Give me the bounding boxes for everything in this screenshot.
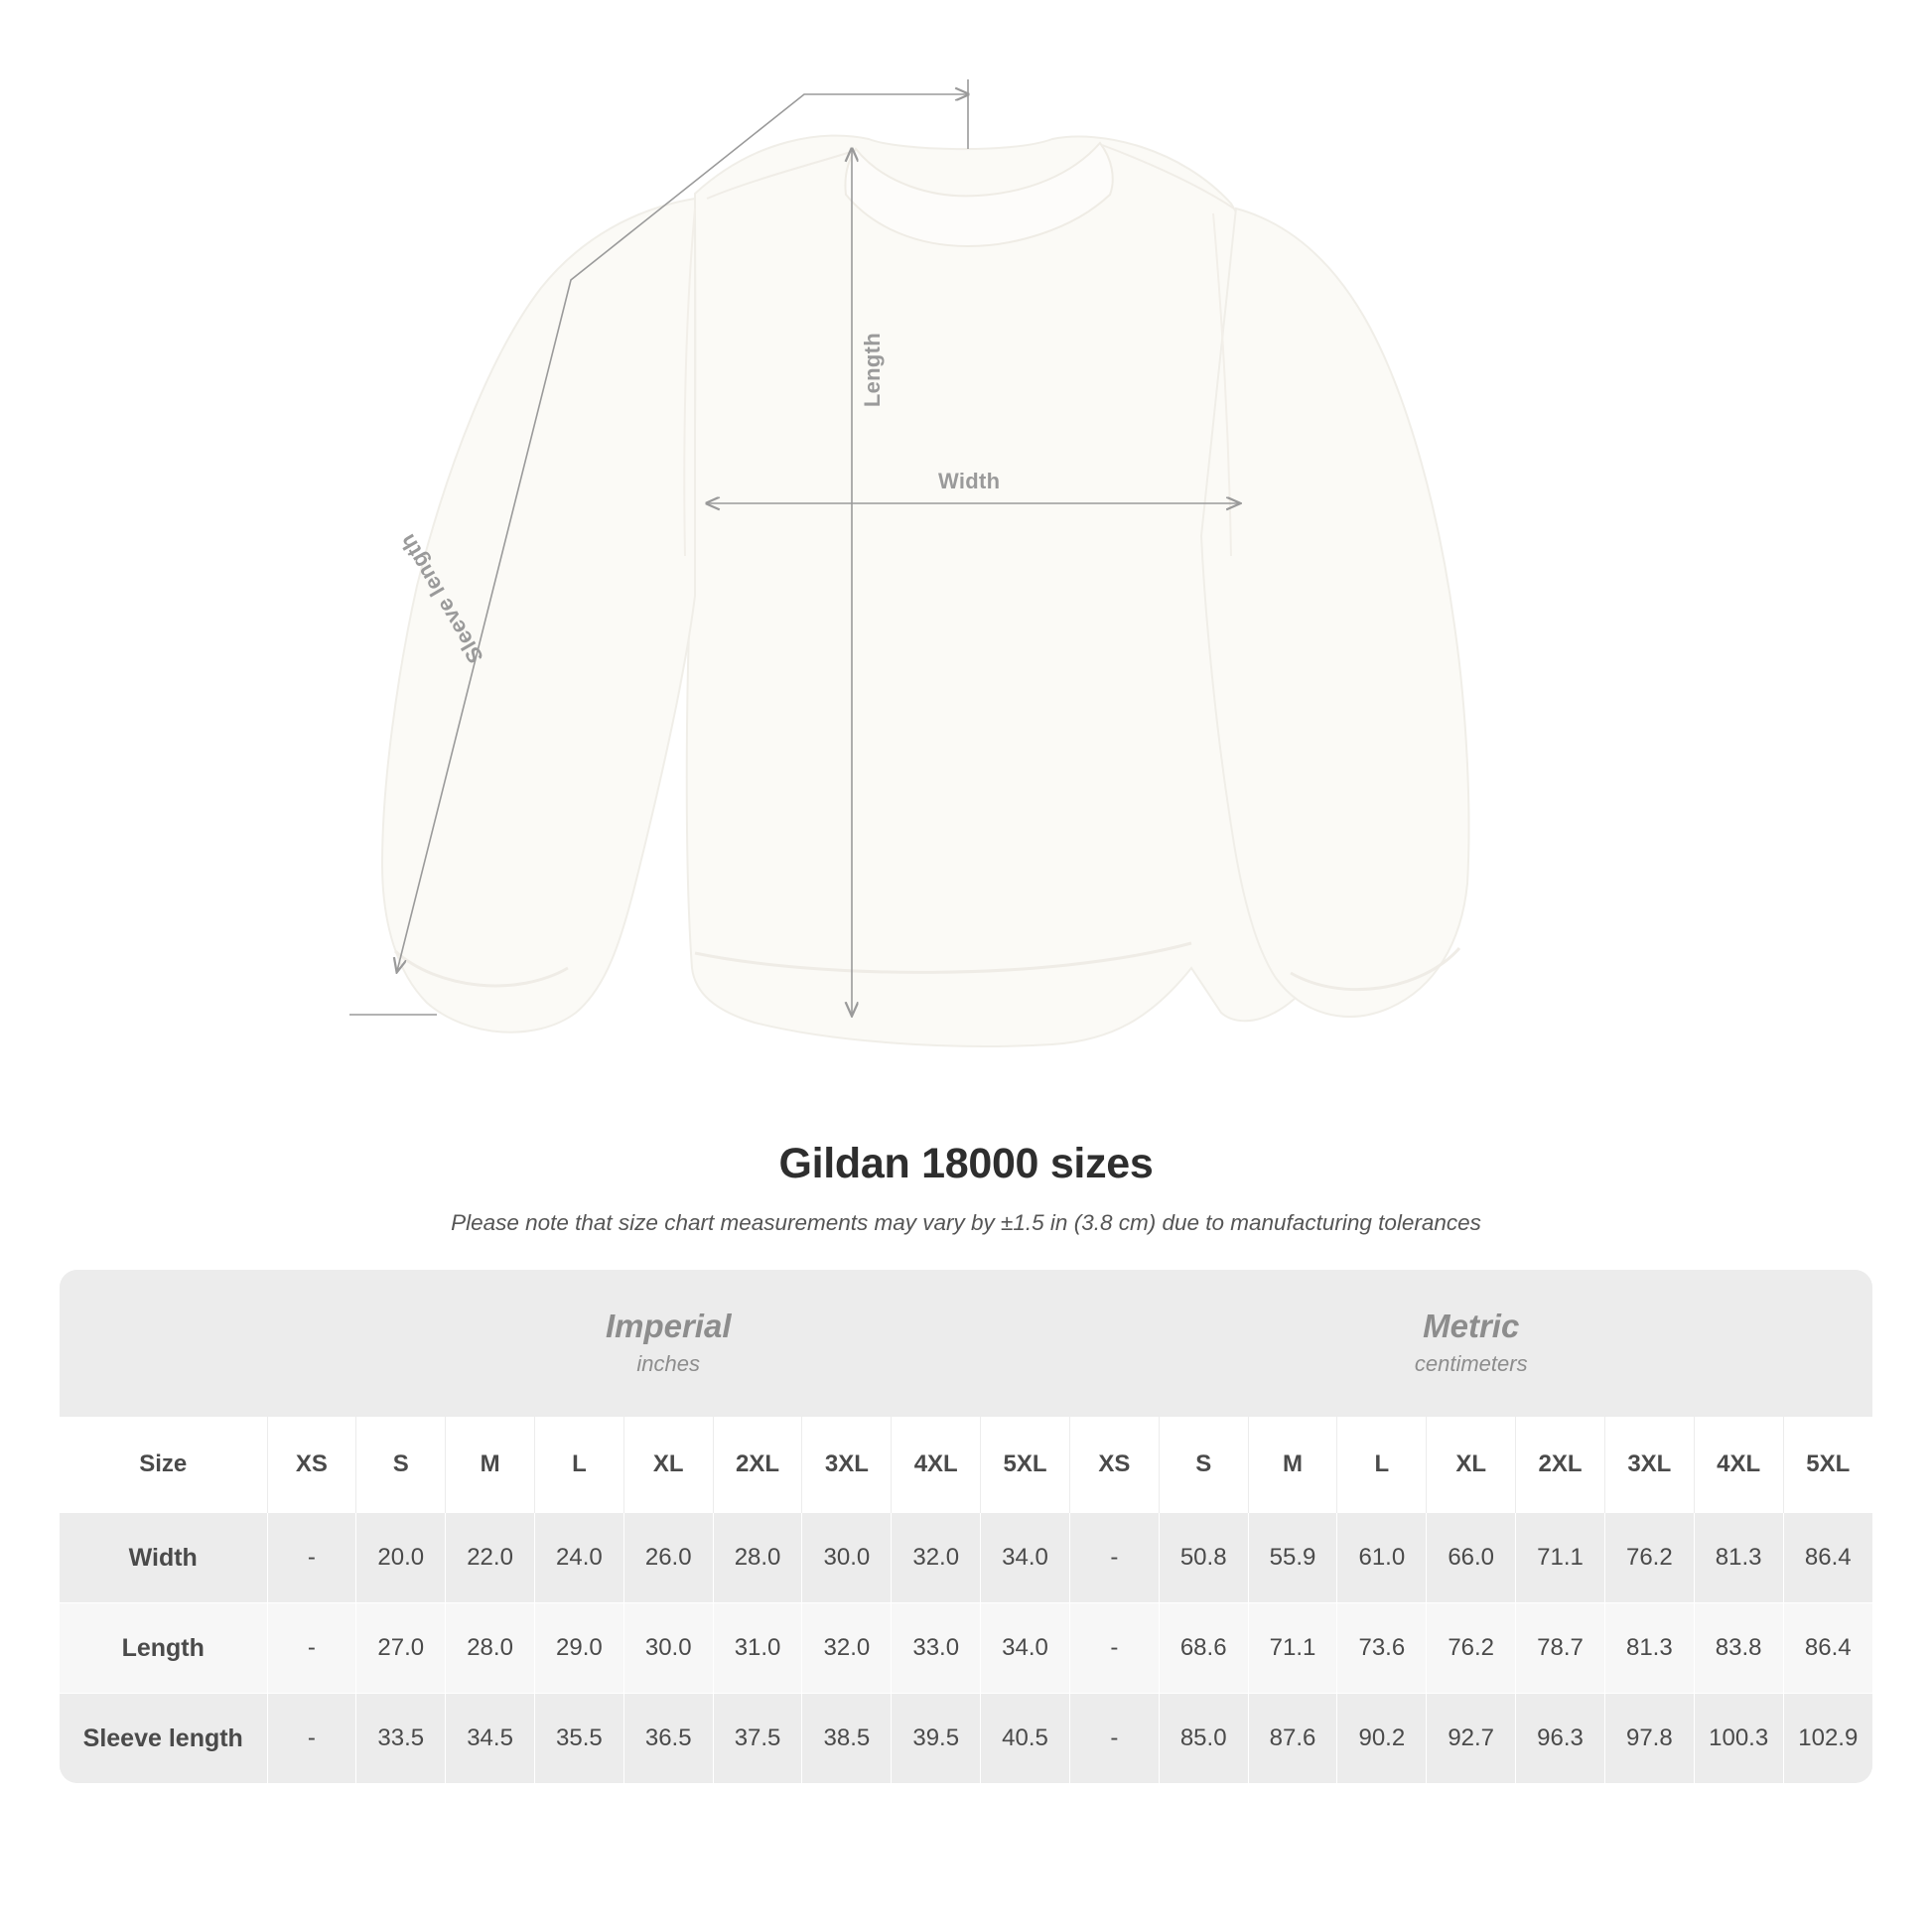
row-label-width: Width [60, 1513, 267, 1603]
size-header-metric-s: S [1159, 1417, 1248, 1513]
cell-width-imperial-m: 22.0 [446, 1513, 535, 1603]
cell-sleeve-imperial-l: 35.5 [534, 1694, 623, 1784]
table-row [60, 1513, 1872, 1603]
unit-name-metric: Metric [1423, 1307, 1520, 1344]
size-header-imperial-m: M [446, 1417, 535, 1513]
cell-sleeve-imperial-m: 34.5 [446, 1694, 535, 1784]
cell-length-imperial-s: 27.0 [356, 1603, 446, 1694]
cell-length-imperial-5xl: 34.0 [981, 1603, 1070, 1694]
size-table [60, 1270, 1872, 1783]
cell-width-metric-3xl: 76.2 [1604, 1513, 1694, 1603]
cell-sleeve-imperial-3xl: 38.5 [802, 1694, 892, 1784]
cell-sleeve-imperial-s: 33.5 [356, 1694, 446, 1784]
size-header-metric-3xl: 3XL [1604, 1417, 1694, 1513]
unit-header-spacer [60, 1270, 267, 1417]
cell-length-imperial-4xl: 33.0 [892, 1603, 981, 1694]
sweatshirt-shape [382, 136, 1468, 1046]
size-header-metric-4xl: 4XL [1694, 1417, 1783, 1513]
row-label-sleeve-length: Sleeve length [60, 1694, 267, 1784]
cell-sleeve-metric-5xl: 102.9 [1783, 1694, 1872, 1784]
cell-sleeve-imperial-2xl: 37.5 [713, 1694, 802, 1784]
size-header-imperial-xl: XL [623, 1417, 713, 1513]
unit-header-imperial [267, 1270, 1069, 1417]
cell-sleeve-metric-s: 85.0 [1159, 1694, 1248, 1784]
cell-sleeve-imperial-4xl: 39.5 [892, 1694, 981, 1784]
size-header-imperial-4xl: 4XL [892, 1417, 981, 1513]
cell-length-metric-xs: - [1069, 1603, 1159, 1694]
tolerance-note: Please note that size chart measurements may vary by ±1.5 in (3.8 cm) due to manufacturing tolerances [451, 1210, 1481, 1235]
cell-length-metric-s: 68.6 [1159, 1603, 1248, 1694]
cell-length-imperial-2xl: 31.0 [713, 1603, 802, 1694]
cell-length-imperial-xl: 30.0 [623, 1603, 713, 1694]
size-header-imperial-3xl: 3XL [802, 1417, 892, 1513]
cell-length-metric-xl: 76.2 [1427, 1603, 1516, 1694]
size-header-metric-l: L [1337, 1417, 1427, 1513]
cell-length-metric-4xl: 83.8 [1694, 1603, 1783, 1694]
unit-header-row [60, 1270, 1872, 1417]
cell-width-imperial-3xl: 30.0 [802, 1513, 892, 1603]
size-header-metric-xs: XS [1069, 1417, 1159, 1513]
size-header-metric-xl: XL [1427, 1417, 1516, 1513]
size-header-metric-2xl: 2XL [1516, 1417, 1605, 1513]
size-header-imperial-2xl: 2XL [713, 1417, 802, 1513]
size-header-metric-m: M [1248, 1417, 1337, 1513]
cell-length-metric-2xl: 78.7 [1516, 1603, 1605, 1694]
cell-length-imperial-l: 29.0 [534, 1603, 623, 1694]
length-dimension-label: Length [860, 333, 885, 408]
cell-width-imperial-xs: - [267, 1513, 356, 1603]
size-header-imperial-s: S [356, 1417, 446, 1513]
size-header-imperial-xs: XS [267, 1417, 356, 1513]
size-header-row [60, 1417, 1872, 1513]
cell-width-metric-m: 55.9 [1248, 1513, 1337, 1603]
table-row [60, 1603, 1872, 1694]
cell-sleeve-metric-m: 87.6 [1248, 1694, 1337, 1784]
row-label-length: Length [60, 1603, 267, 1694]
cell-width-metric-l: 61.0 [1337, 1513, 1427, 1603]
cell-width-metric-5xl: 86.4 [1783, 1513, 1872, 1603]
size-header-label: Size [60, 1417, 267, 1513]
size-header-imperial-l: L [534, 1417, 623, 1513]
unit-sub-imperial: inches [636, 1351, 701, 1377]
size-table-container [60, 1270, 1872, 1783]
cell-width-imperial-xl: 26.0 [623, 1513, 713, 1603]
cell-sleeve-imperial-xs: - [267, 1694, 356, 1784]
cell-width-imperial-s: 20.0 [356, 1513, 446, 1603]
sleeve-length-dimension-label: Sleeve length [394, 529, 488, 668]
cell-length-imperial-m: 28.0 [446, 1603, 535, 1694]
cell-sleeve-imperial-5xl: 40.5 [981, 1694, 1070, 1784]
cell-width-metric-2xl: 71.1 [1516, 1513, 1605, 1603]
cell-sleeve-metric-4xl: 100.3 [1694, 1694, 1783, 1784]
cell-sleeve-metric-2xl: 96.3 [1516, 1694, 1605, 1784]
width-dimension-label: Width [938, 469, 1001, 493]
cell-width-metric-xl: 66.0 [1427, 1513, 1516, 1603]
cell-width-metric-xs: - [1069, 1513, 1159, 1603]
cell-width-metric-4xl: 81.3 [1694, 1513, 1783, 1603]
cell-sleeve-metric-3xl: 97.8 [1604, 1694, 1694, 1784]
unit-sub-metric: centimeters [1414, 1351, 1528, 1377]
cell-sleeve-metric-xs: - [1069, 1694, 1159, 1784]
unit-header-metric [1069, 1270, 1872, 1417]
cell-length-metric-3xl: 81.3 [1604, 1603, 1694, 1694]
cell-length-metric-5xl: 86.4 [1783, 1603, 1872, 1694]
cell-length-metric-m: 71.1 [1248, 1603, 1337, 1694]
cell-sleeve-metric-xl: 92.7 [1427, 1694, 1516, 1784]
page-title: Gildan 18000 sizes [778, 1140, 1154, 1187]
title-block [0, 1140, 1932, 1236]
cell-length-imperial-xs: - [267, 1603, 356, 1694]
cell-width-imperial-4xl: 32.0 [892, 1513, 981, 1603]
size-header-metric-5xl: 5XL [1783, 1417, 1872, 1513]
cell-width-imperial-2xl: 28.0 [713, 1513, 802, 1603]
cell-sleeve-metric-l: 90.2 [1337, 1694, 1427, 1784]
unit-name-imperial: Imperial [605, 1307, 732, 1344]
table-row [60, 1694, 1872, 1784]
cell-width-metric-s: 50.8 [1159, 1513, 1248, 1603]
cell-length-metric-l: 73.6 [1337, 1603, 1427, 1694]
cell-width-imperial-5xl: 34.0 [981, 1513, 1070, 1603]
cell-sleeve-imperial-xl: 36.5 [623, 1694, 713, 1784]
size-header-imperial-5xl: 5XL [981, 1417, 1070, 1513]
cell-width-imperial-l: 24.0 [534, 1513, 623, 1603]
cell-length-imperial-3xl: 32.0 [802, 1603, 892, 1694]
